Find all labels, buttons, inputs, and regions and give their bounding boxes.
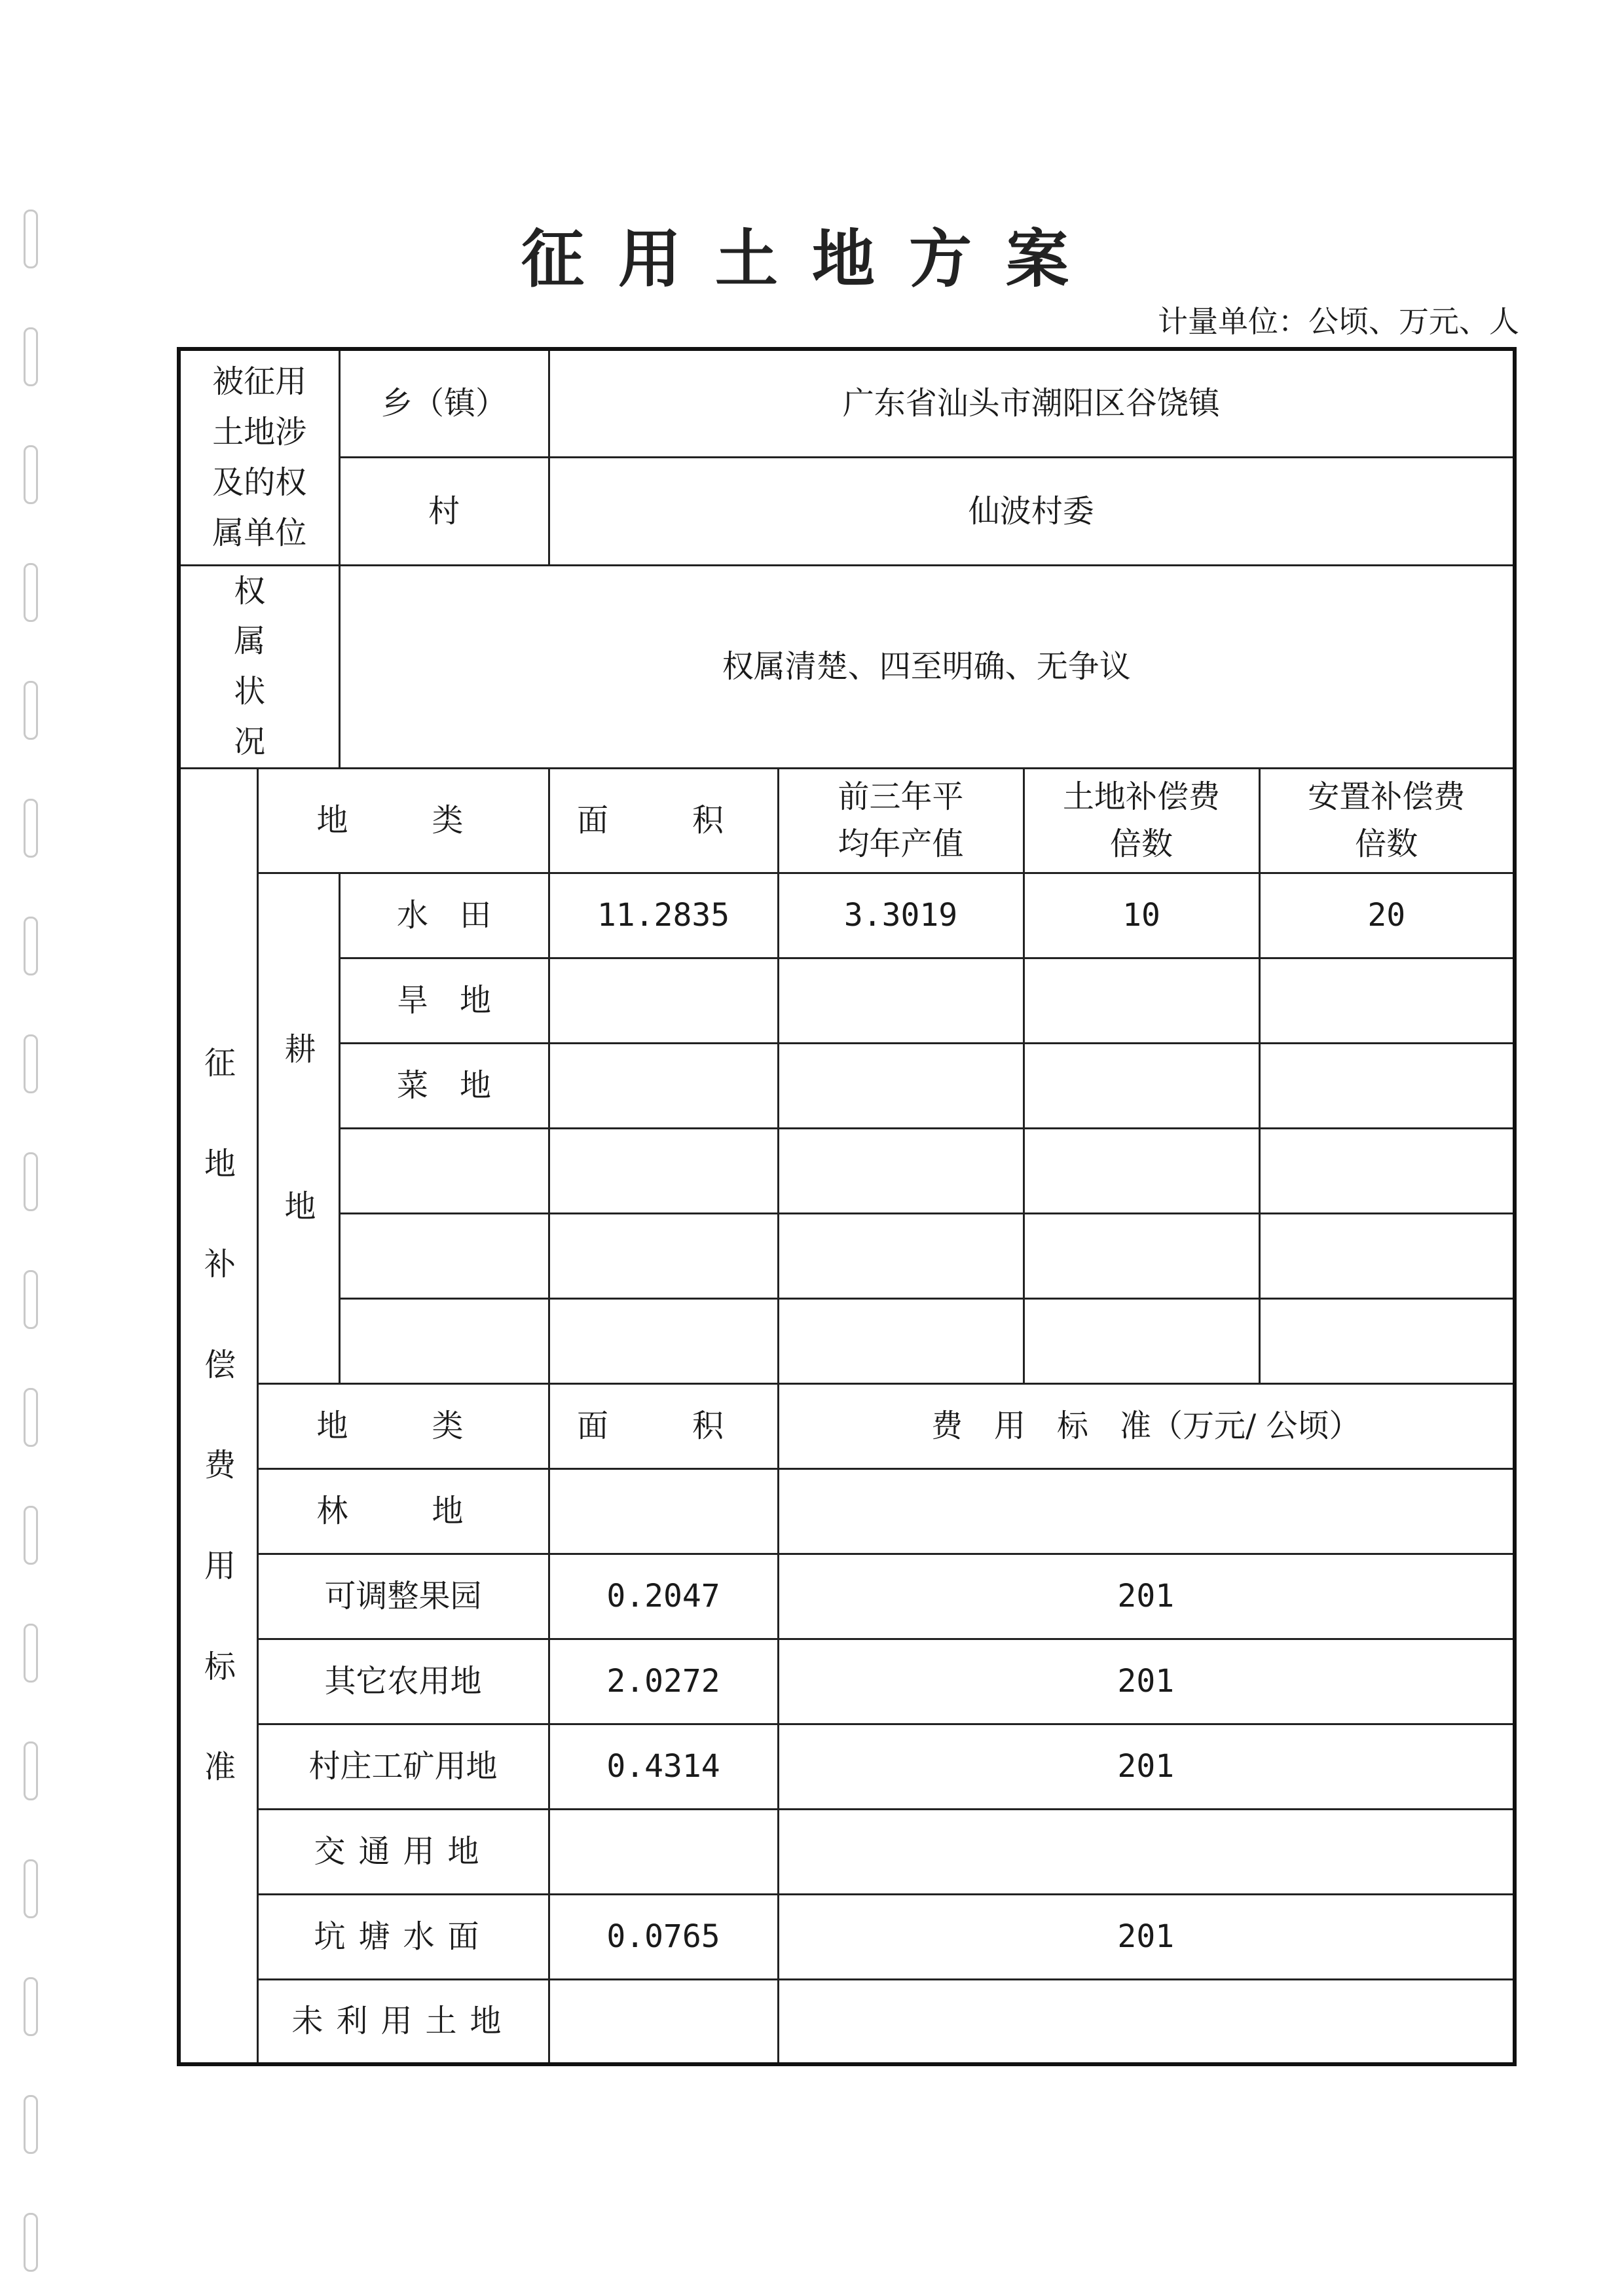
area-cell xyxy=(549,1213,778,1298)
land-requisition-table xyxy=(177,347,1517,2066)
table-row xyxy=(179,1894,1515,1979)
unit-note: 计量单位：公顷、万元、人 xyxy=(1158,304,1519,339)
land-type-cell xyxy=(339,1298,549,1383)
avg-output-cell xyxy=(778,1213,1024,1298)
compensation-side-label: 征地补偿费用标准 xyxy=(179,768,257,2064)
avg-output-cell xyxy=(778,1298,1024,1383)
binder-hole xyxy=(24,1624,38,1683)
avg-output-cell: 3.3019 xyxy=(778,873,1024,958)
area-cell xyxy=(549,1979,778,2064)
table-row xyxy=(179,1809,1515,1894)
resettle-multiple-cell xyxy=(1259,1128,1515,1213)
binder-hole xyxy=(24,1270,38,1329)
town-label: 乡（镇） xyxy=(339,349,549,457)
binder-hole xyxy=(24,2095,38,2154)
land-multiple-cell xyxy=(1024,1298,1259,1383)
table-row xyxy=(179,1298,1515,1383)
status-value: 权属清楚、四至明确、无争议 xyxy=(339,565,1515,768)
table-row xyxy=(179,1128,1515,1213)
resettle-multiple-cell: 20 xyxy=(1259,873,1515,958)
binder-hole xyxy=(24,681,38,740)
table-row xyxy=(179,1468,1515,1554)
resettle-multiple-cell xyxy=(1259,1298,1515,1383)
area-cell: 0.0765 xyxy=(549,1894,778,1979)
status-label: 权属状况 xyxy=(179,565,339,768)
header-land-type: 地 类 xyxy=(257,768,549,873)
ownership-label: 被征用土地涉及的权属单位 xyxy=(179,349,339,565)
standard-cell: 201 xyxy=(778,1894,1515,1979)
area-cell xyxy=(549,958,778,1043)
land-multiple-cell xyxy=(1024,958,1259,1043)
town-value: 广东省汕头市潮阳区谷饶镇 xyxy=(549,349,1515,457)
area-cell xyxy=(549,1809,778,1894)
header-avg-output: 前三年平均年产值 xyxy=(778,768,1024,873)
binder-hole xyxy=(24,1741,38,1800)
binder-hole xyxy=(24,1977,38,2036)
area-cell xyxy=(549,1128,778,1213)
binder-hole xyxy=(24,445,38,504)
header2-land-type: 地 类 xyxy=(257,1383,549,1468)
table-row xyxy=(179,1639,1515,1724)
binder-hole xyxy=(24,563,38,622)
area-cell xyxy=(549,1043,778,1128)
land-type-cell: 村庄工矿用地 xyxy=(257,1724,549,1809)
area-cell xyxy=(549,1468,778,1554)
header2-standard: 费 用 标 准（万元/ 公顷） xyxy=(778,1383,1515,1468)
land-multiple-cell xyxy=(1024,1213,1259,1298)
land-type-cell: 坑塘水面 xyxy=(257,1894,549,1979)
table-row xyxy=(179,1724,1515,1809)
land-type-cell: 未利用土地 xyxy=(257,1979,549,2064)
binder-hole xyxy=(24,327,38,386)
land-type-cell xyxy=(339,1128,549,1213)
table-row xyxy=(179,1979,1515,2064)
table-row xyxy=(179,1554,1515,1639)
land-type-cell: 其它农用地 xyxy=(257,1639,549,1724)
header-resettle-multiple: 安置补偿费倍数 xyxy=(1259,768,1515,873)
binder-hole xyxy=(24,1034,38,1093)
header-area: 面 积 xyxy=(549,768,778,873)
land-multiple-cell xyxy=(1024,1128,1259,1213)
resettle-multiple-cell xyxy=(1259,958,1515,1043)
area-cell: 2.0272 xyxy=(549,1639,778,1724)
land-multiple-cell xyxy=(1024,1043,1259,1128)
land-type-cell xyxy=(339,1213,549,1298)
binder-hole xyxy=(24,1388,38,1447)
binder-hole xyxy=(24,1859,38,1918)
binder-hole xyxy=(24,1152,38,1211)
table-row xyxy=(179,1213,1515,1298)
binder-hole xyxy=(24,1506,38,1565)
area-cell xyxy=(549,1298,778,1383)
standard-cell xyxy=(778,1468,1515,1554)
land-multiple-cell: 10 xyxy=(1024,873,1259,958)
binder-hole xyxy=(24,799,38,858)
land-type-cell: 交通用地 xyxy=(257,1809,549,1894)
village-label: 村 xyxy=(339,457,549,565)
standard-cell: 201 xyxy=(778,1554,1515,1639)
land-type-cell: 旱 地 xyxy=(339,958,549,1043)
land-type-cell: 菜 地 xyxy=(339,1043,549,1128)
page-title: 征用土地方案 xyxy=(521,223,1103,296)
resettle-multiple-cell xyxy=(1259,1213,1515,1298)
area-cell: 0.4314 xyxy=(549,1724,778,1809)
area-cell: 11.2835 xyxy=(549,873,778,958)
cultivated-label: 耕地 xyxy=(257,873,339,1383)
table-row xyxy=(179,1043,1515,1128)
header-land-multiple: 土地补偿费倍数 xyxy=(1024,768,1259,873)
standard-cell: 201 xyxy=(778,1639,1515,1724)
village-value: 仙波村委 xyxy=(549,457,1515,565)
avg-output-cell xyxy=(778,1043,1024,1128)
standard-cell xyxy=(778,1979,1515,2064)
header2-area: 面 积 xyxy=(549,1383,778,1468)
standard-cell: 201 xyxy=(778,1724,1515,1809)
area-cell: 0.2047 xyxy=(549,1554,778,1639)
land-type-cell: 林 地 xyxy=(257,1468,549,1554)
avg-output-cell xyxy=(778,1128,1024,1213)
land-type-cell: 可调整果园 xyxy=(257,1554,549,1639)
table-row xyxy=(179,873,1515,958)
binder-hole xyxy=(24,917,38,975)
standard-cell xyxy=(778,1809,1515,1894)
land-type-cell: 水 田 xyxy=(339,873,549,958)
table-row xyxy=(179,958,1515,1043)
resettle-multiple-cell xyxy=(1259,1043,1515,1128)
binder-hole xyxy=(24,2213,38,2272)
avg-output-cell xyxy=(778,958,1024,1043)
